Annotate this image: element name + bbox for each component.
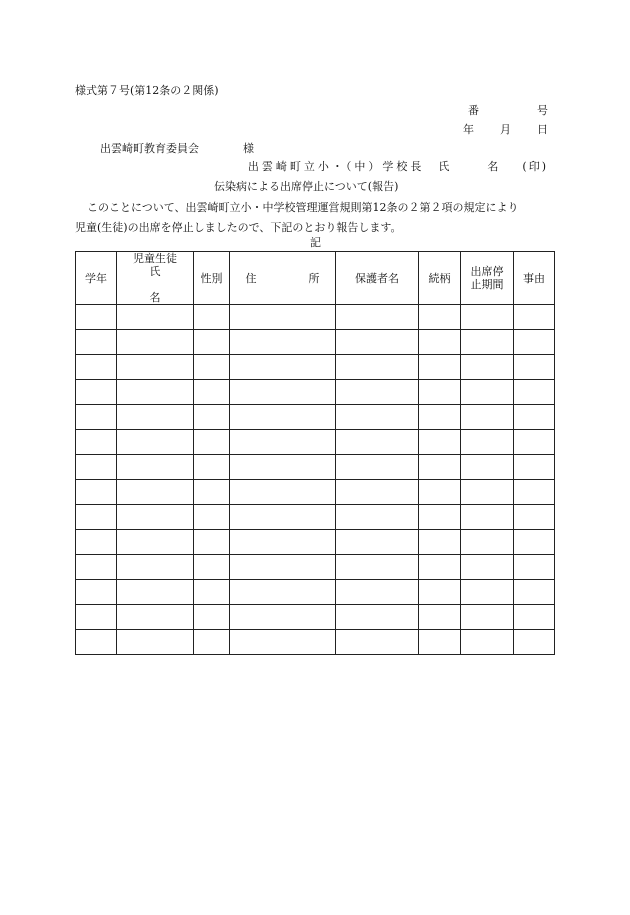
cell-period[interactable] [461, 405, 514, 430]
cell-grade[interactable] [76, 380, 117, 405]
table-row [76, 555, 555, 580]
cell-student-name[interactable] [117, 430, 194, 455]
cell-reason[interactable] [514, 305, 555, 330]
cell-address[interactable] [230, 505, 336, 530]
cell-guardian[interactable] [336, 305, 419, 330]
cell-relation[interactable] [419, 305, 461, 330]
cell-sex[interactable] [194, 480, 230, 505]
cell-student-name[interactable] [117, 530, 194, 555]
report-table [75, 251, 555, 655]
cell-sex[interactable] [194, 530, 230, 555]
cell-reason[interactable] [514, 405, 555, 430]
header-sex: 性別 [194, 252, 230, 305]
cell-grade[interactable] [76, 555, 117, 580]
cell-guardian[interactable] [336, 480, 419, 505]
table-row [76, 455, 555, 480]
cell-guardian[interactable] [336, 380, 419, 405]
cell-guardian[interactable] [336, 355, 419, 380]
cell-student-name[interactable] [117, 405, 194, 430]
table-row [76, 355, 555, 380]
cell-address[interactable] [230, 555, 336, 580]
cell-period[interactable] [461, 480, 514, 505]
cell-reason[interactable] [514, 355, 555, 380]
cell-address[interactable] [230, 630, 336, 655]
cell-student-name[interactable] [117, 580, 194, 605]
date-day: 日 [537, 123, 548, 136]
cell-grade[interactable] [76, 405, 117, 430]
addressee-name: 出雲崎町教育委員会 [100, 142, 199, 155]
sender-school: 出雲崎町立小・（中）学校長 [247, 160, 425, 173]
table-row [76, 530, 555, 555]
ki-heading: 記 [310, 236, 321, 249]
cell-sex[interactable] [194, 605, 230, 630]
cell-relation[interactable] [419, 330, 461, 355]
header-relation: 続柄 [419, 252, 461, 305]
cell-grade[interactable] [76, 505, 117, 530]
cell-relation[interactable] [419, 580, 461, 605]
addressee-suffix: 様 [243, 142, 254, 155]
cell-sex[interactable] [194, 305, 230, 330]
cell-sex[interactable] [194, 380, 230, 405]
cell-guardian[interactable] [336, 330, 419, 355]
date-line [463, 123, 548, 137]
sender-line [248, 160, 548, 174]
header-period-bottom: 止期間 [470, 278, 504, 291]
cell-relation[interactable] [419, 380, 461, 405]
cell-relation[interactable] [419, 480, 461, 505]
cell-guardian[interactable] [336, 580, 419, 605]
cell-period[interactable] [461, 530, 514, 555]
table-body [76, 305, 555, 655]
cell-period[interactable] [461, 355, 514, 380]
cell-reason[interactable] [514, 630, 555, 655]
table-row [76, 605, 555, 630]
cell-guardian[interactable] [336, 430, 419, 455]
date-year: 年 [463, 123, 474, 136]
header-guardian: 保護者名 [336, 252, 419, 305]
table-row [76, 330, 555, 355]
cell-student-name[interactable] [117, 355, 194, 380]
table-row [76, 405, 555, 430]
table-header-row [76, 252, 555, 305]
sender-name-a: 氏 [438, 160, 452, 173]
cell-relation[interactable] [419, 555, 461, 580]
header-address: 住 所 [230, 252, 336, 305]
cell-relation[interactable] [419, 605, 461, 630]
cell-student-name[interactable] [117, 455, 194, 480]
cell-reason[interactable] [514, 605, 555, 630]
cell-address[interactable] [230, 530, 336, 555]
cell-grade[interactable] [76, 330, 117, 355]
document-subject: 伝染病による出席停止について(報告) [214, 180, 399, 193]
cell-period[interactable] [461, 605, 514, 630]
form-id-line: 様式第７号(第12条の２関係) [75, 84, 219, 97]
cell-period[interactable] [461, 330, 514, 355]
header-student-bottom: 氏 名 [149, 265, 161, 304]
cell-grade[interactable] [76, 480, 117, 505]
cell-grade[interactable] [76, 530, 117, 555]
cell-period[interactable] [461, 455, 514, 480]
cell-address[interactable] [230, 580, 336, 605]
cell-grade[interactable] [76, 305, 117, 330]
cell-period[interactable] [461, 580, 514, 605]
cell-period[interactable] [461, 505, 514, 530]
cell-relation[interactable] [419, 405, 461, 430]
seal-mark: (印) [522, 160, 548, 173]
cell-address[interactable] [230, 380, 336, 405]
cell-sex[interactable] [194, 630, 230, 655]
cell-student-name[interactable] [117, 380, 194, 405]
cell-sex[interactable] [194, 455, 230, 480]
cell-student-name[interactable] [117, 480, 194, 505]
cell-reason[interactable] [514, 505, 555, 530]
cell-period[interactable] [461, 305, 514, 330]
cell-guardian[interactable] [336, 405, 419, 430]
cell-guardian[interactable] [336, 555, 419, 580]
sender-name-b: 名 [487, 160, 501, 173]
table-row [76, 580, 555, 605]
cell-sex[interactable] [194, 580, 230, 605]
body-line-2: 児童(生徒)の出席を停止しましたので、下記のとおり報告します。 [75, 221, 402, 234]
header-period [461, 252, 514, 305]
cell-student-name[interactable] [117, 505, 194, 530]
cell-reason[interactable] [514, 430, 555, 455]
table-row [76, 505, 555, 530]
header-reason: 事由 [514, 252, 555, 305]
cell-relation[interactable] [419, 455, 461, 480]
cell-guardian[interactable] [336, 630, 419, 655]
cell-address[interactable] [230, 330, 336, 355]
header-student-name [117, 252, 194, 305]
cell-guardian[interactable] [336, 455, 419, 480]
header-grade: 学年 [76, 252, 117, 305]
cell-grade[interactable] [76, 455, 117, 480]
cell-reason[interactable] [514, 530, 555, 555]
document-number-line [468, 104, 548, 118]
cell-sex[interactable] [194, 405, 230, 430]
table-row [76, 305, 555, 330]
cell-sex[interactable] [194, 355, 230, 380]
cell-relation[interactable] [419, 430, 461, 455]
cell-grade[interactable] [76, 580, 117, 605]
cell-address[interactable] [230, 480, 336, 505]
cell-reason[interactable] [514, 380, 555, 405]
cell-guardian[interactable] [336, 605, 419, 630]
cell-student-name[interactable] [117, 555, 194, 580]
cell-address[interactable] [230, 355, 336, 380]
cell-student-name[interactable] [117, 330, 194, 355]
cell-reason[interactable] [514, 480, 555, 505]
cell-relation[interactable] [419, 355, 461, 380]
table-row [76, 430, 555, 455]
header-student-top: 児童生徒 [133, 252, 177, 265]
cell-relation[interactable] [419, 530, 461, 555]
cell-student-name[interactable] [117, 305, 194, 330]
number-label-b: 号 [537, 104, 548, 117]
cell-reason[interactable] [514, 555, 555, 580]
cell-guardian[interactable] [336, 505, 419, 530]
cell-period[interactable] [461, 555, 514, 580]
date-month: 月 [500, 123, 511, 136]
cell-address[interactable] [230, 605, 336, 630]
document-body [75, 198, 557, 238]
cell-reason[interactable] [514, 330, 555, 355]
cell-period[interactable] [461, 430, 514, 455]
cell-address[interactable] [230, 305, 336, 330]
cell-address[interactable] [230, 430, 336, 455]
cell-sex[interactable] [194, 505, 230, 530]
cell-grade[interactable] [76, 605, 117, 630]
header-period-top: 出席停 [470, 265, 504, 278]
cell-address[interactable] [230, 455, 336, 480]
cell-student-name[interactable] [117, 630, 194, 655]
cell-relation[interactable] [419, 505, 461, 530]
cell-student-name[interactable] [117, 605, 194, 630]
cell-address[interactable] [230, 405, 336, 430]
cell-period[interactable] [461, 630, 514, 655]
number-label-a: 番 [468, 104, 479, 117]
cell-grade[interactable] [76, 630, 117, 655]
addressee-line [100, 142, 254, 156]
table-row [76, 630, 555, 655]
cell-period[interactable] [461, 380, 514, 405]
cell-guardian[interactable] [336, 530, 419, 555]
cell-grade[interactable] [76, 355, 117, 380]
cell-reason[interactable] [514, 455, 555, 480]
table-row [76, 480, 555, 505]
body-line-1: このことについて、出雲崎町立小・中学校管理運営規則第12条の２第２項の規定により [87, 201, 519, 214]
cell-reason[interactable] [514, 580, 555, 605]
cell-grade[interactable] [76, 430, 117, 455]
cell-sex[interactable] [194, 330, 230, 355]
table-row [76, 380, 555, 405]
cell-sex[interactable] [194, 555, 230, 580]
cell-relation[interactable] [419, 630, 461, 655]
cell-sex[interactable] [194, 430, 230, 455]
